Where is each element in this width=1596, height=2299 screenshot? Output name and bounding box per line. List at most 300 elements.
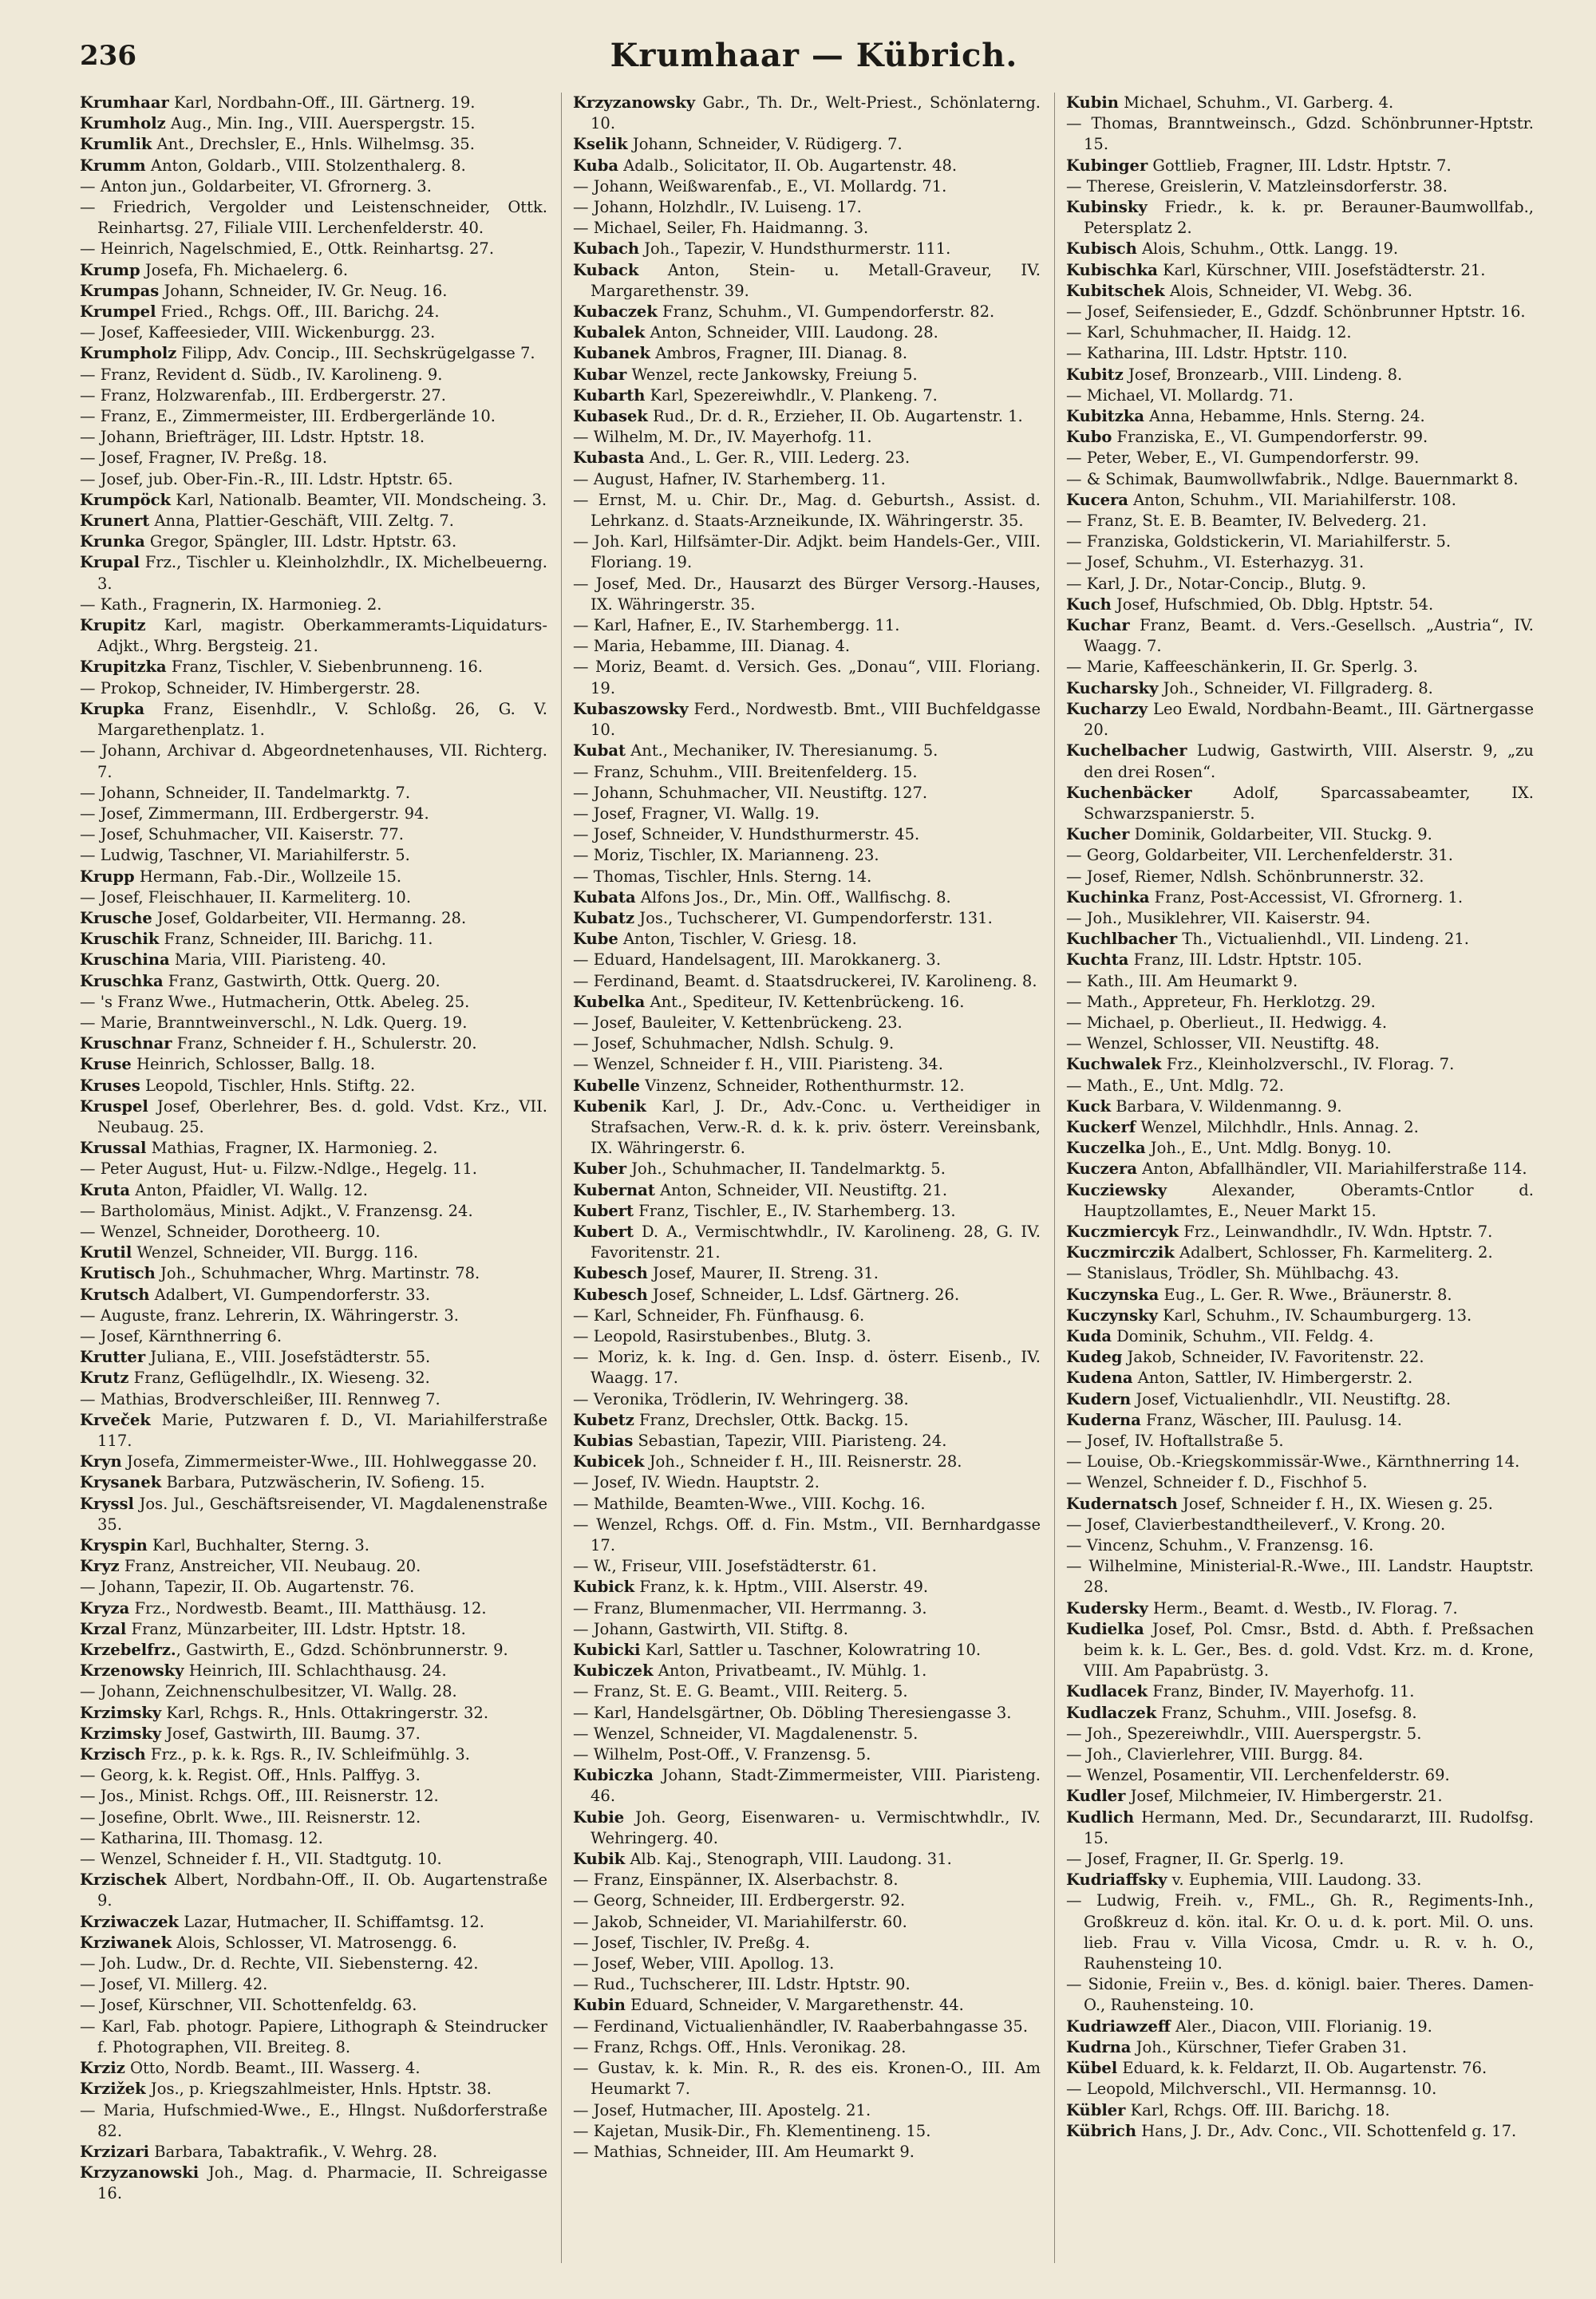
directory-entry	[80, 1410, 547, 1452]
directory-entry	[573, 762, 1041, 783]
entry-details: Karl, Rchgs. R., Hnls. Ottakringerstr. 32.	[161, 1703, 489, 1722]
entry-details: — Wenzel, Posamentir, VII. Lerchenfelderstr. 69.	[1066, 1766, 1450, 1785]
entry-details: Anton, Pfaidler, VI. Wallg. 12.	[130, 1180, 368, 1199]
entry-details: Franz, III. Ldstr. Hptstr. 105.	[1128, 950, 1362, 970]
directory-entry	[573, 615, 1041, 636]
entry-details: — Moriz, Beamt. d. Versich. Ges. „Donau“, VIII. Floriang. 19.	[573, 658, 1041, 697]
entry-surname: Krumholz	[80, 114, 166, 133]
entry-details: — Mathilde, Beamten-Wwe., VIII. Kochg. 16.	[573, 1494, 926, 1513]
entry-details: — Wilhelmine, Ministerial-R.-Wwe., III. Landstr. Hauptstr. 28.	[1066, 1557, 1534, 1597]
entry-details: Albert, Nordbahn-Off., II. Ob. Augartenstraße 9.	[97, 1870, 547, 1910]
entry-details: Frz., Leinwandhdlr., IV. Wdn. Hptstr. 7.	[1179, 1222, 1493, 1241]
entry-surname: Kudersky	[1066, 1598, 1148, 1618]
directory-entry	[80, 1933, 547, 1953]
directory-entry	[573, 2121, 1041, 2142]
entry-details: Anton, Privatbeamt., IV. Mühlg. 1.	[653, 1661, 927, 1681]
entry-details: — Johann, Zeichnenschulbesitzer, VI. Wallg. 28.	[80, 1682, 457, 1701]
entry-surname: Krunert	[80, 512, 150, 531]
entry-details: Franz, Anstreicher, VII. Neubaug. 20.	[119, 1557, 421, 1576]
entry-surname: Kubisch	[1066, 239, 1137, 259]
entry-details: — Franz, Rchgs. Off., Hnls. Veronikag. 28.	[573, 2037, 907, 2056]
entry-details: Adalbert, Schlosser, Fh. Karmeliterg. 2.	[1174, 1243, 1493, 1262]
directory-entry	[573, 636, 1041, 657]
entry-surname: Kselik	[573, 135, 628, 154]
directory-entry	[1066, 1598, 1534, 1619]
entry-details: — Josef, jub. Ober-Fin.-R., III. Ldstr. Hptstr. 65.	[80, 469, 453, 488]
entry-surname: Kruschina	[80, 950, 170, 970]
entry-surname: Krumpholz	[80, 344, 177, 363]
entry-details: — Johann, Holzhdlr., IV. Luiseng. 17.	[573, 198, 862, 217]
entry-surname: Kubiczka	[573, 1766, 654, 1785]
directory-entry	[573, 1076, 1041, 1096]
directory-entry	[573, 741, 1041, 761]
directory-entry	[573, 1306, 1041, 1326]
entry-details: Joh., Tapezir, V. Hundsthurmerstr. 111.	[639, 239, 951, 259]
entry-details: — Peter August, Hut- u. Filzw.-Ndlge., Hegelg. 11.	[80, 1159, 477, 1179]
entry-surname: Kubernat	[573, 1180, 655, 1199]
entry-surname: Kudernatsch	[1066, 1494, 1178, 1513]
directory-column-2	[573, 93, 1041, 2271]
entry-details: — Franz, Schuhm., VIII. Breitenfelderg. 15.	[573, 762, 918, 781]
directory-entry	[1066, 2100, 1534, 2121]
entry-details: Franz, Binder, IV. Mayerhofg. 11.	[1148, 1682, 1415, 1701]
entry-details: Joh., Schuhmacher, II. Tandelmarktg. 5.	[626, 1159, 946, 1179]
page-number: 236	[80, 40, 136, 72]
entry-details: Jos., p. Kriegszahlmeister, Hnls. Hptstr. 38.	[145, 2080, 492, 2099]
entry-surname: Kuczmiercyk	[1066, 1222, 1179, 1241]
directory-entry	[80, 1703, 547, 1724]
entry-details: Ant., Drechsler, E., Hnls. Wilhelmsg. 35.	[152, 135, 475, 154]
entry-surname: Kube	[573, 930, 618, 949]
entry-details: Franz, Schuhm., VIII. Josefsg. 8.	[1156, 1703, 1417, 1722]
directory-entry	[80, 197, 547, 239]
directory-entry	[80, 1180, 547, 1201]
entry-details: Franz, Schneider, III. Barichg. 11.	[159, 930, 433, 949]
entry-details: Franz, Tischler, V. Siebenbrunneng. 16.	[166, 658, 483, 677]
directory-entry	[573, 1180, 1041, 1201]
entry-details: — August, Hafner, IV. Starhemberg. 11.	[573, 469, 886, 488]
directory-entry	[573, 302, 1041, 322]
entry-details: — Marie, Branntweinverschl., N. Ldk. Querg. 19.	[80, 1013, 468, 1032]
page-title: Krumhaar — Kübrich.	[610, 37, 1018, 74]
entry-details: — Joh. Ludw., Dr. d. Rechte, VII. Siebensterng. 42.	[80, 1954, 479, 1973]
directory-entry	[573, 1013, 1041, 1033]
entry-surname: Kubetz	[573, 1410, 634, 1429]
directory-entry	[573, 239, 1041, 259]
entry-surname: Kuchwalek	[1066, 1055, 1162, 1074]
directory-entry	[1066, 531, 1534, 552]
entry-details: — Josef, Schuhmacher, VII. Kaiserstr. 77.	[80, 825, 405, 844]
directory-entry	[1066, 1263, 1534, 1284]
entry-surname: Kubitzka	[1066, 407, 1144, 426]
entry-details: — Josef, Seifensieder, E., Gdzdf. Schönbrunner Hptstr. 16.	[1066, 302, 1526, 322]
directory-entry	[80, 1828, 547, 1849]
entry-details: — Math., Appreteur, Fh. Herklotzg. 29.	[1066, 992, 1376, 1011]
entry-surname: Krzizari	[80, 2142, 150, 2161]
directory-entry	[80, 1472, 547, 1493]
entry-surname: Kruse	[80, 1055, 132, 1074]
entry-surname: Kubasta	[573, 448, 645, 468]
entry-details: — Georg, k. k. Regist. Off., Hnls. Palffyg. 3.	[80, 1766, 421, 1785]
entry-surname: Kubin	[573, 1996, 626, 2015]
directory-entry	[80, 824, 547, 845]
directory-entry	[573, 1096, 1041, 1159]
entry-details: — Jakob, Schneider, VI. Mariahilferstr. 60.	[573, 1912, 907, 1931]
entry-details: Mathias, Fragner, IX. Harmonieg. 2.	[146, 1139, 438, 1158]
directory-entry	[80, 427, 547, 448]
entry-details: — Johann, Schneider, II. Tandelmarktg. 7.	[80, 783, 411, 802]
directory-entry	[573, 1953, 1041, 1974]
directory-entry	[573, 2100, 1041, 2121]
entry-surname: Krzenowsky	[80, 1661, 184, 1681]
entry-details: Franz, Drechsler, Ottk. Backg. 15.	[634, 1410, 909, 1429]
entry-surname: Kryza	[80, 1598, 130, 1618]
directory-entry	[80, 406, 547, 427]
directory-entry	[573, 1995, 1041, 2016]
directory-entry	[1066, 197, 1534, 239]
entry-details: Gregor, Spängler, III. Ldstr. Hptstr. 63.	[144, 532, 457, 551]
entry-details: — Wenzel, Schneider, VI. Magdalenenstr. 5.	[573, 1724, 918, 1743]
directory-entry	[80, 2142, 547, 2163]
directory-entry	[80, 239, 547, 259]
entry-details: — Josef, Fragner, IV. Preßg. 18.	[80, 448, 328, 468]
directory-entry	[1066, 385, 1534, 406]
directory-entry	[80, 867, 547, 887]
entry-details: Joh., E., Unt. Mdlg. Bonyg. 10.	[1145, 1139, 1392, 1158]
entry-surname: Kubicek	[573, 1452, 645, 1471]
entry-surname: Kuchlbacher	[1066, 930, 1178, 949]
directory-entry	[573, 699, 1041, 741]
directory-entry	[573, 322, 1041, 343]
entry-surname: Krutil	[80, 1243, 132, 1262]
entry-surname: Krupitzka	[80, 658, 167, 677]
entry-surname: Kuchta	[1066, 950, 1129, 970]
directory-entry	[573, 1326, 1041, 1347]
entry-details: Anton, Abfallhändler, VII. Mariahilferstraße 114.	[1136, 1159, 1527, 1179]
entry-surname: Kubo	[1066, 428, 1112, 447]
entry-details: Franziska, E., VI. Gumpendorferstr. 99.	[1112, 428, 1428, 447]
directory-entry	[1066, 657, 1534, 677]
entry-details: — Ludwig, Freih. v., FML., Gh. R., Regiments-Inh., Großkreuz d. kön. ital. Kr. O. u. d. k. port. Mil. O. uns. lieb. Frau v. Villa Vicosa, Cmdr. u. R. v. h. O., Rauhensteing 10.	[1066, 1891, 1534, 1973]
directory-entry	[80, 1870, 547, 1911]
entry-surname: Kuck	[1066, 1096, 1112, 1116]
entry-details: — Joh., Spezereiwhdlr., VIII. Auerspergstr. 5.	[1066, 1724, 1422, 1743]
directory-entry	[1066, 615, 1534, 657]
directory-entry	[1066, 1222, 1534, 1242]
entry-surname: Kudeg	[1066, 1348, 1123, 1367]
entry-details: Eduard, Schneider, V. Margarethenstr. 44.	[625, 1996, 964, 2015]
directory-entry	[573, 1556, 1041, 1577]
entry-details: — Franz, St. E. G. Beamt., VIII. Reiterg. 5.	[573, 1682, 908, 1701]
entry-surname: Kuba	[573, 156, 618, 175]
directory-entry	[80, 1786, 547, 1807]
directory-entry	[1066, 1974, 1534, 2016]
entry-details: Eduard, k. k. Feldarzt, II. Ob. Augartenstr. 76.	[1117, 2059, 1487, 2078]
entry-details: — Franz, Revident d. Südb., IV. Karolineng. 9.	[80, 365, 443, 384]
directory-entry	[573, 1577, 1041, 1598]
entry-surname: Kucharzy	[1066, 699, 1148, 718]
directory-entry	[1066, 824, 1534, 845]
entry-details: Franz, Geflügelhdlr., IX. Wieseng. 32.	[128, 1369, 430, 1388]
entry-surname: Krziz	[80, 2059, 125, 2078]
entry-details: — Franz, Holzwarenfab., III. Erdbergerstr. 27.	[80, 385, 446, 405]
entry-details: — Johann, Briefträger, III. Ldstr. Hptstr. 18.	[80, 428, 425, 447]
directory-entry	[80, 1242, 547, 1263]
directory-entry	[80, 2079, 547, 2100]
entry-surname: Krzisch	[80, 1745, 146, 1764]
directory-entry	[80, 1681, 547, 1702]
entry-surname: Kubitschek	[1066, 281, 1165, 300]
directory-entry	[80, 365, 547, 385]
entry-surname: Kübel	[1066, 2059, 1118, 2078]
directory-entry	[80, 176, 547, 197]
entry-details: — Josef, Fleischhauer, II. Karmeliterg. 10.	[80, 887, 412, 907]
directory-entry	[1066, 469, 1534, 490]
entry-surname: Krzimsky	[80, 1703, 162, 1722]
directory-entry	[573, 490, 1041, 531]
directory-entry	[80, 531, 547, 552]
directory-entry	[1066, 971, 1534, 992]
entry-details: Josef, Victualienhdlr., VII. Neustiftg. 28.	[1131, 1389, 1452, 1408]
entry-details: — Wilhelm, Post-Off., V. Franzensg. 5.	[573, 1745, 871, 1764]
entry-details: Jakob, Schneider, IV. Favoritenstr. 22.	[1122, 1348, 1424, 1367]
entry-details: Anton, Goldarb., VIII. Stolzenthalerg. 8.	[145, 156, 466, 175]
entry-details: Frz., Kleinholzverschl., IV. Florag. 7.	[1161, 1055, 1455, 1074]
entry-details: — Josef, VI. Millerg. 42.	[80, 1975, 268, 1994]
entry-surname: Kubesch	[573, 1285, 648, 1304]
entry-details: Ludwig, Gastwirth, VIII. Alserstr. 9, „zu den drei Rosen“.	[1084, 741, 1534, 781]
entry-details: — Karl, Handelsgärtner, Ob. Döbling Theresiengasse 3.	[573, 1703, 1012, 1722]
entry-details: — Leopold, Rasirstubenbes., Blutg. 3.	[573, 1326, 871, 1345]
entry-details: Wenzel, Milchhdlr., Hnls. Annag. 2.	[1136, 1117, 1419, 1136]
entry-surname: Krutisch	[80, 1264, 156, 1283]
directory-entry	[80, 156, 547, 176]
directory-entry	[1066, 490, 1534, 511]
directory-entry	[1066, 260, 1534, 281]
directory-entry	[1066, 1472, 1534, 1493]
entry-surname: Krzal	[80, 1619, 127, 1638]
entry-details: Karl, Buchhalter, Sterng. 3.	[147, 1536, 369, 1555]
entry-details: v. Euphemia, VIII. Laudong. 33.	[1167, 1870, 1422, 1890]
directory-entry	[1066, 2017, 1534, 2037]
entry-surname: Kuda	[1066, 1326, 1112, 1345]
entry-surname: Kubik	[573, 1850, 626, 1869]
directory-entry	[80, 1368, 547, 1388]
entry-surname: Krumpas	[80, 281, 160, 300]
directory-entry	[1066, 1033, 1534, 1054]
entry-details: — Karl, Hafner, E., IV. Starhembergg. 11.	[573, 616, 900, 635]
directory-entry	[80, 302, 547, 322]
directory-entry	[80, 511, 547, 531]
entry-details: Rud., Dr. d. R., Erzieher, II. Ob. Augartenstr. 1.	[647, 407, 1023, 426]
directory-entry	[1066, 343, 1534, 364]
entry-details: Fried., Rchgs. Off., III. Barichg. 24.	[156, 302, 440, 322]
entry-details: Franz, Schneider f. H., Schulerstr. 20.	[172, 1034, 477, 1053]
directory-entry	[80, 260, 547, 281]
entry-details: Anton, Schneider, VII. Neustiftg. 21.	[654, 1180, 948, 1199]
entry-details: Leopold, Tischler, Hnls. Stiftg. 22.	[140, 1076, 416, 1095]
directory-entry	[573, 1619, 1041, 1640]
entry-details: Heinrich, Schlosser, Ballg. 18.	[131, 1055, 376, 1074]
entry-details: — Math., E., Unt. Mdlg. 72.	[1066, 1076, 1284, 1095]
entry-details: Josef, Gastwirth, III. Baumg. 37.	[161, 1724, 421, 1743]
entry-details: Alb. Kaj., Stenograph, VIII. Laudong. 31.	[625, 1850, 952, 1869]
entry-details: — Karl, Schuhmacher, II. Haidg. 12.	[1066, 323, 1352, 342]
entry-surname: Kuckerf	[1066, 1117, 1136, 1136]
directory-entry	[80, 2058, 547, 2079]
entry-details: — Sidonie, Freiin v., Bes. d. königl. baier. Theres. Damen-O., Rauhensteing. 10.	[1066, 1975, 1534, 2015]
directory-entry	[573, 2037, 1041, 2058]
directory-entry	[1066, 156, 1534, 176]
directory-entry	[1066, 281, 1534, 302]
entry-details: Josef, Hufschmied, Ob. Dblg. Hptstr. 54.	[1111, 595, 1434, 614]
entry-details: — Joh. Karl, Hilfsämter-Dir. Adjkt. beim Handels-Ger., VIII. Floriang. 19.	[573, 532, 1041, 572]
entry-surname: Kuczelka	[1066, 1139, 1146, 1158]
entry-details: — Josefine, Obrlt. Wwe., III. Reisnerstr. 12.	[80, 1807, 421, 1827]
directory-entry	[80, 448, 547, 468]
entry-details: Adalb., Solicitator, II. Ob. Augartenstr. 48.	[618, 156, 958, 175]
entry-surname: Kubin	[1066, 93, 1119, 112]
entry-surname: Krussal	[80, 1139, 147, 1158]
entry-surname: Kubert	[573, 1201, 634, 1220]
directory-entry	[80, 1285, 547, 1306]
directory-entry	[573, 1515, 1041, 1556]
entry-details: — Veronika, Trödlerin, IV. Wehringerg. 38.	[573, 1389, 909, 1408]
entry-details: — Maria, Hufschmied-Wwe., E., Hlngst. Nußdorferstraße 82.	[80, 2100, 547, 2140]
directory-entry	[573, 1890, 1041, 1911]
entry-surname: Kubitz	[1066, 365, 1124, 384]
directory-entry	[80, 699, 547, 741]
entry-details: — Franz, E., Zimmermeister, III. Erdbergerlände 10.	[80, 407, 496, 426]
entry-surname: Kudern	[1066, 1389, 1132, 1408]
entry-details: Hermann, Fab.-Dir., Wollzeile 15.	[134, 867, 402, 886]
entry-details: Anton, Schneider, VIII. Laudong. 28.	[645, 323, 938, 342]
directory-entry	[80, 1640, 547, 1661]
directory-entry	[80, 992, 547, 1013]
directory-entry	[573, 406, 1041, 427]
entry-details: Wenzel, Schneider, VII. Burgg. 116.	[132, 1243, 419, 1262]
entry-details: — W., Friseur, VIII. Josefstädterstr. 61.	[573, 1557, 877, 1576]
entry-details: Hans, J. Dr., Adv. Conc., VII. Schottenfeld g. 17.	[1136, 2121, 1517, 2140]
directory-entry	[80, 908, 547, 929]
entry-surname: Krunka	[80, 532, 145, 551]
directory-entry	[80, 1765, 547, 1786]
directory-entry	[573, 2017, 1041, 2037]
directory-entry	[1066, 1765, 1534, 1786]
entry-details: Josef, Milchmeier, IV. Himbergerstr. 21.	[1125, 1787, 1443, 1806]
entry-surname: Krupal	[80, 553, 140, 572]
entry-details: Franz, Post-Accessist, VI. Gfrornerg. 1.	[1149, 887, 1464, 907]
directory-entry	[80, 1995, 547, 2016]
directory-entry	[1066, 1347, 1534, 1368]
entry-surname: Kuchenbäcker	[1066, 783, 1192, 802]
directory-entry	[1066, 1724, 1534, 1744]
entry-details: — Eduard, Handelsagent, III. Marokkanerg. 3.	[573, 950, 942, 970]
entry-details: Marie, Putzwaren f. D., VI. Mariahilferstraße 117.	[97, 1410, 547, 1450]
entry-details: Barbara, Tabaktrafik., V. Wehrg. 28.	[149, 2142, 438, 2161]
entry-details: Jos., Tuchscherer, VI. Gumpendorferstr. 131.	[634, 908, 993, 927]
directory-entry	[80, 1953, 547, 1974]
entry-details: Josef, Pol. Cmsr., Bstd. d. Abth. f. Preßsachen beim k. k. L. Ger., Bes. d. gold. Vdst. Krz. m. d. Krone, VIII. Am Papabrüstg. 3.	[1084, 1619, 1534, 1681]
directory-entry	[80, 343, 547, 364]
page-header	[80, 34, 1548, 85]
entry-details: Herm., Beamt. d. Westb., IV. Florag. 7.	[1148, 1598, 1458, 1618]
directory-entry	[1066, 406, 1534, 427]
entry-surname: Kubick	[573, 1578, 635, 1597]
directory-entry	[573, 1661, 1041, 1681]
entry-details: Alois, Schuhm., Ottk. Langg. 19.	[1136, 239, 1399, 259]
directory-entry	[573, 1870, 1041, 1890]
directory-entry	[1066, 448, 1534, 468]
directory-entry	[573, 343, 1041, 364]
directory-entry	[1066, 176, 1534, 197]
directory-entry	[573, 1640, 1041, 1661]
entry-details: — Prokop, Schneider, IV. Himbergerstr. 28.	[80, 678, 421, 697]
entry-details: — Peter, Weber, E., VI. Gumpendorferstr. 99.	[1066, 448, 1420, 468]
directory-entry	[1066, 1870, 1534, 1890]
directory-entry	[573, 1974, 1041, 1995]
entry-details: — Thomas, Tischler, Hnls. Sterng. 14.	[573, 867, 872, 886]
directory-entry	[573, 365, 1041, 385]
directory-entry	[1066, 1138, 1534, 1159]
entry-details: — Johann, Weißwarenfab., E., VI. Mollardg. 71.	[573, 176, 947, 196]
directory-entry	[1066, 1556, 1534, 1598]
directory-entry	[1066, 1326, 1534, 1347]
directory-entry	[80, 1535, 547, 1556]
entry-details: Franz, Münzarbeiter, III. Ldstr. Hptstr. 18.	[126, 1619, 466, 1638]
entry-surname: Krupitz	[80, 616, 146, 635]
entry-details: — Georg, Schneider, III. Erdbergerstr. 92.	[573, 1891, 906, 1910]
entry-surname: Kubelka	[573, 992, 646, 1011]
directory-entry	[573, 1849, 1041, 1870]
directory-entry	[573, 908, 1041, 929]
entry-details: — Josef, Fragner, II. Gr. Sperlg. 19.	[1066, 1850, 1345, 1869]
directory-entry	[80, 1138, 547, 1159]
entry-details: — Josef, IV. Hoftallstraße 5.	[1066, 1432, 1284, 1450]
entry-surname: Kuczmirczik	[1066, 1243, 1175, 1262]
entry-details: — Wenzel, Schneider f. H., VIII. Piaristeng. 34.	[573, 1055, 943, 1074]
entry-details: — Wenzel, Schneider f. H., VII. Stadtgutg. 10.	[80, 1850, 442, 1869]
entry-surname: Kubata	[573, 887, 636, 907]
directory-entry	[1066, 427, 1534, 448]
entry-details: Hermann, Med. Dr., Secundararzt, III. Rudolfsg. 15.	[1084, 1807, 1534, 1847]
directory-entry	[1066, 1786, 1534, 1807]
directory-entry	[573, 1912, 1041, 1933]
entry-surname: Kudrna	[1066, 2037, 1132, 2056]
entry-details: Frz., Tischler u. Kleinholzhdlr., IX. Michelbeuerng. 3.	[97, 553, 547, 593]
directory-entry	[573, 1703, 1041, 1724]
entry-surname: Krutsch	[80, 1285, 150, 1304]
entry-details: — Franz, Blumenmacher, VII. Herrmanng. 3.	[573, 1598, 927, 1618]
directory-entry	[573, 156, 1041, 176]
entry-details: — Josef, Clavierbestandtheileverf., V. Krong. 20.	[1066, 1515, 1446, 1534]
directory-entry	[573, 1263, 1041, 1284]
entry-surname: Kuderna	[1066, 1410, 1141, 1429]
directory-entry	[80, 678, 547, 699]
entry-details: Karl, Sattler u. Taschner, Kolowratring 10.	[640, 1641, 982, 1660]
directory-entry	[1066, 741, 1534, 782]
entry-details: — Karl, J. Dr., Notar-Concip., Blutg. 9.	[1066, 574, 1367, 593]
entry-details: Alois, Schlosser, VI. Matrosengg. 6.	[172, 1933, 457, 1952]
directory-entry	[573, 176, 1041, 197]
directory-entry	[573, 1410, 1041, 1431]
directory-entry	[80, 1222, 547, 1242]
entry-details: — Katharina, III. Thomasg. 12.	[80, 1828, 323, 1847]
entry-details: Karl, Nationalb. Beamter, VII. Mondscheing. 3.	[171, 490, 547, 509]
entry-surname: Kubinger	[1066, 156, 1148, 175]
directory-entry	[573, 134, 1041, 155]
directory-entry	[573, 887, 1041, 908]
